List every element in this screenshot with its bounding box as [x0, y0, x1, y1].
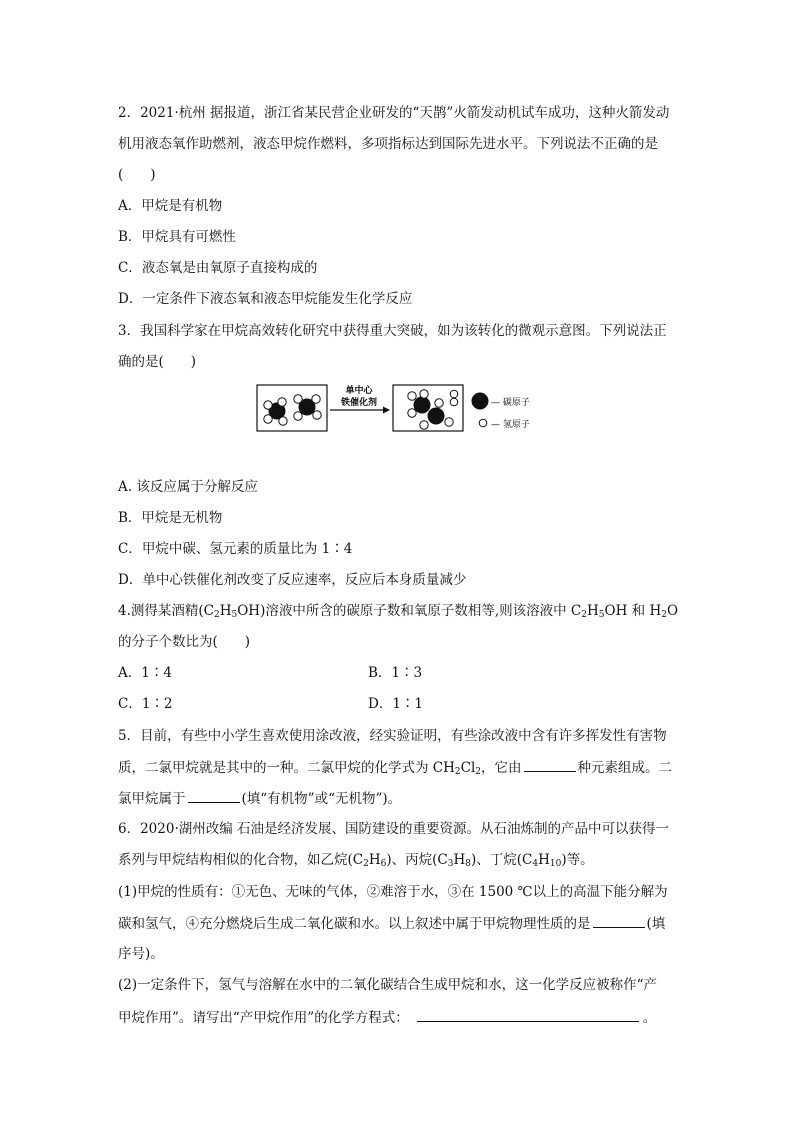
hydrogen-atom [313, 411, 321, 419]
methane-conversion-diagram [256, 381, 556, 433]
hydrogen-atom [279, 417, 287, 425]
q6-stem-line2: 系列与甲烷结构相似的化合物，如乙烷$(C_2H_6)$、丙烷$(C_3H_8)$、丁烷$(C_4H_{10})$等。 [118, 852, 594, 869]
hydrogen-atom [420, 390, 428, 398]
hydrogen-atom [312, 395, 320, 403]
catalyst-label-line2: 铁催化剂 [340, 398, 378, 408]
q2-stem-line2: 机用液态氧作助燃剂，液态甲烷作燃料，多项指标达到国际先进水平。下列说法不正确的是 [118, 136, 658, 152]
q2-answer-paren: ( ) [118, 167, 156, 183]
hydrogen-atom [420, 421, 428, 429]
q4-option-c: C．1∶2 [118, 696, 173, 712]
q3-option-d: D．单中心铁催化剂改变了反应速率，反应后本身质量减少 [118, 572, 467, 588]
hydrogen-atom [435, 399, 443, 407]
q2-stem-line1: 2．2021·杭州 据报道，浙江省某民营企业研发的“天鹊”火箭发动机试车成功，这种火箭发动 [118, 105, 670, 121]
q5-blank-1[interactable] [524, 759, 576, 772]
hydrogen-atom [264, 415, 272, 423]
hydrogen-atom [294, 395, 302, 403]
q6-part2-line2: 甲烷作用”。请写出“产甲烷作用”的化学方程式： 。 [118, 1010, 657, 1026]
catalyst-label-line1: 单中心 [345, 386, 373, 396]
hydrogen-atom [408, 392, 416, 400]
arrow-head-icon [383, 407, 390, 414]
q3-option-a: A. 该反应属于分解反应 [118, 479, 258, 495]
hydrogen-atom [278, 398, 286, 406]
q6-part1-line2: 碳和氢气，④充分燃烧后生成二氧化碳和水。以上叙述中属于甲烷物理性质的是 (填 [118, 916, 666, 932]
q6-blank-1[interactable] [593, 915, 645, 928]
q6-blank-equation[interactable] [417, 1009, 639, 1022]
legend-carbon-label: — 碳原子 [491, 398, 530, 408]
hydrogen-atom [450, 390, 458, 398]
q2-option-c: C．液态氧是由氧原子直接构成的 [118, 260, 318, 276]
legend-hydrogen-icon [479, 419, 487, 427]
q4-option-b: B．1∶3 [368, 665, 423, 681]
q4-option-d: D．1∶1 [368, 696, 424, 712]
q6-stem-line1: 6．2020·湖州改编 石油是经济发展、国防建设的重要资源。从石油炼制的产品中可以获得一 [118, 821, 670, 837]
q5-blank-2[interactable] [188, 790, 240, 803]
q2-option-d: D．一定条件下液态氧和液态甲烷能发生化学反应 [118, 291, 413, 307]
q4-option-a: A．1∶4 [118, 665, 172, 681]
q2-option-a: A．甲烷是有机物 [118, 198, 223, 214]
q5-stem-line3: 氯甲烷属于 (填“有机物”或“无机物”)。 [118, 791, 402, 807]
hydrogen-atom [445, 418, 453, 426]
legend-hydrogen-label: — 氢原子 [491, 420, 530, 430]
q3-option-b: B．甲烷是无机物 [118, 510, 223, 526]
q5-stem-line1: 5．目前，有些中小学生喜欢使用涂改液，经实验证明，有些涂改液中含有许多挥发性有害物 [118, 728, 667, 744]
q4-stem-line1: 4.测得某酒精$(C_2H_5OH)$溶液中所含的碳原子数和氧原子数相等,则该溶液中 $C_2H_5OH$ 和 $H_2O$ [118, 603, 679, 620]
legend-carbon-icon [472, 393, 489, 410]
q6-part2-line1: (2)一定条件下，氢气与溶解在水中的二氧化碳结合生成甲烷和水，这一化学反应被称作“产 [118, 977, 658, 993]
q6-part1-line1: (1)甲烷的性质有：①无色、无味的气体，②难溶于水，③在 1500 ℃以上的高温下能分解为 [118, 884, 668, 900]
hydrogen-atom [294, 412, 302, 420]
q4-stem-line2: 的分子个数比为( ) [118, 634, 251, 650]
hydrogen-atom [408, 409, 416, 417]
q5-stem-line2: 质，二氯甲烷就是其中的一种。二氯甲烷的化学式为 $CH_2Cl_2$，它由 种元素组成。二 [118, 760, 673, 777]
q3-stem-line1: 3．我国科学家在甲烷高效转化研究中获得重大突破，如为该转化的微观示意图。下列说法正 [118, 323, 667, 339]
q6-part1-line3: 序号)。 [118, 946, 164, 962]
hydrogen-atom [450, 398, 458, 406]
q3-option-c: C．甲烷中碳、氢元素的质量比为 1∶4 [118, 541, 353, 557]
q3-stem-line2: 确的是( ) [118, 354, 197, 370]
carbon-atom [428, 408, 445, 425]
hydrogen-atom [264, 401, 272, 409]
q2-option-b: B．甲烷具有可燃性 [118, 229, 236, 245]
